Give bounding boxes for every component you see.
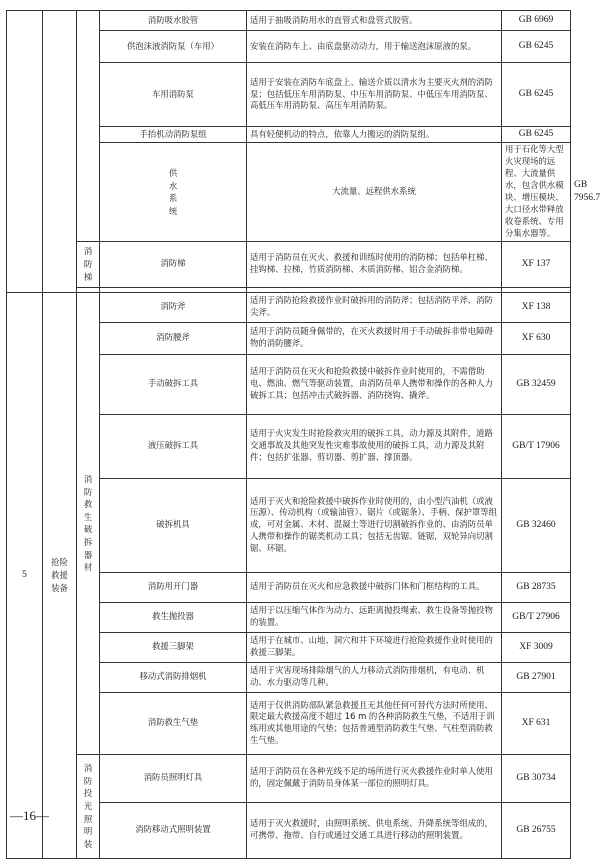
equipment-description: 适用于灾害现场排除烟气的人力移动式消防排烟机，有电动、机动、水力驱动等几种。 <box>247 662 502 692</box>
equipment-name: 供泡沫液消防泵（车用） <box>100 31 247 63</box>
equipment-name: 消防梯 <box>100 241 247 287</box>
standard-code: XF 138 <box>502 292 571 322</box>
standard-code: GB 6245 <box>502 127 571 143</box>
equipment-description: 适用于安装在消防车底盘上、输送介质以清水为主要灭火剂的消防泵；包括低压车用消防泵、中压车用消防泵、中低压车用消防泵、高低压车用消防泵、高压车用消防泵。 <box>247 63 502 127</box>
equipment-description: 适用于消防员随身佩带的，在灭火救援时用于手动破拆非带电障碍物的消防腰斧。 <box>247 322 502 354</box>
equipment-name: 破拆机具 <box>100 478 247 572</box>
equipment-description: 适用于消防员在灭火和抢险救援中破拆作业时使用的，不需借助电、燃油、燃气等驱动装置，由消防员单人携带和操作的各种人力破拆工具；包括冲击式破拆器、消防挠钩、撬斧。 <box>247 354 502 414</box>
table-row: 供水系统 大流量、远程供水系统 用于石化等大型火灾现场的远程、大流量供水，包含供水模块、增压模块、大口径水带释放收卷系统、专用分集水器等。 GB 7956.7 <box>7 143 571 241</box>
standard-code: GB 6245 <box>502 31 571 63</box>
equipment-name: 移动式消防排烟机 <box>100 662 247 692</box>
group-lighting: 消防投光照明装 <box>77 754 100 858</box>
equipment-description: 适用于消防员在各种光线不足的场所进行灭火救援作业时单人使用的，固定佩戴于消防员身体某一部位的照明灯具。 <box>247 754 502 802</box>
page-number: —16— <box>10 808 49 823</box>
table-row <box>7 754 571 802</box>
equipment-name: 手抬机动消防泵组 <box>100 127 247 143</box>
standard-code: GB 6969 <box>502 11 571 31</box>
table-row <box>7 241 571 287</box>
equipment-name: 消防员照明灯具 <box>100 754 247 802</box>
equipment-name: 救生抛投器 <box>100 602 247 632</box>
standard-code: GB 6245 <box>502 63 571 127</box>
equipment-description: 安装在消防车上、由底盘驱动动力，用于输送泡沫原液的泵。 <box>247 31 502 63</box>
category-label: 抢险救援装备 <box>43 292 77 858</box>
equipment-description: 适用于消防员在灭火和应急救援中破拆门体和门框结构的工具。 <box>247 572 502 602</box>
standard-code: XF 630 <box>502 322 571 354</box>
standard-code: GB 27901 <box>502 662 571 692</box>
standard-code: XF 3009 <box>502 632 571 662</box>
equipment-description: 用于石化等大型火灾现场的远程、大流量供水，包含供水模块、增压模块、大口径水带释放收卷系统、专用分集水器等。 <box>502 143 571 241</box>
standard-code: GB 26755 <box>502 802 571 858</box>
equipment-description: 适用于以压缩气体作为动力、远距离抛投绳索、救生设备等抛投物的装置。 <box>247 602 502 632</box>
equipment-description: 适用于灭火救援时，由照明系统、供电系统、升降系统等组成的，可携带、拖带、自行或通过交通工具进行移动的照明装置。 <box>247 802 502 858</box>
standard-code: GB 30734 <box>502 754 571 802</box>
equipment-name: 消防腰斧 <box>100 322 247 354</box>
equipment-description: 适用于火灾发生时抢险救灾用的破拆工具，动力源及其附件，道路交通事故及其他突发性灾难事故使用的破拆工具，动力源及其附件；包括扩张器、剪切器、剪扩器、撑顶器。 <box>247 414 502 478</box>
group-breaking: 消防救生破拆器材 <box>77 292 100 754</box>
equipment-name: 大流量、远程供水系统 <box>247 143 502 241</box>
equipment-description: 具有轻便机动的特点，依靠人力搬运的消防泵组。 <box>247 127 502 143</box>
equipment-description: 适用于消防抢险救援作业时破拆用的消防斧；包括消防平斧、消防尖斧。 <box>247 292 502 322</box>
row-number: 5 <box>7 292 43 858</box>
equipment-name: 消防用开门器 <box>100 572 247 602</box>
standard-code: GB 32459 <box>502 354 571 414</box>
equipment-description: 适用于消防员在灭火、救援和训练时使用的消防梯；包括单杠梯、挂钩梯、拉梯，竹质消防梯、木质消防梯、铝合金消防梯。 <box>247 241 502 287</box>
standard-code: GB/T 17906 <box>502 414 571 478</box>
standard-code: XF 631 <box>502 692 571 754</box>
standard-code: GB 32460 <box>502 478 571 572</box>
group-ladder: 消防梯 <box>77 241 100 287</box>
equipment-description: 适用于灭火和抢险救援中破拆作业时使用的，由小型汽油机（或液压源）、传动机构（或输油管）、锯片（或锯条）、手柄、保护罩等组成，可对金属、木材、混凝土等进行切割破拆作业的、由消防员单人携带和操作的锯类机动工具；包括无齿锯、链锯，双轮异向切割锯、环锯。 <box>247 478 502 572</box>
equipment-name: 消防救生气垫 <box>100 692 247 754</box>
group-water-supply: 供水系统 <box>100 143 247 241</box>
table-row <box>7 11 571 31</box>
equipment-name: 手动破拆工具 <box>100 354 247 414</box>
standard-code: GB/T 27906 <box>502 602 571 632</box>
equipment-name: 车用消防泵 <box>100 63 247 127</box>
equipment-description: 适用于抽吸消防用水的直管式和盘管式胶管。 <box>247 11 502 31</box>
standard-code: XF 137 <box>502 241 571 287</box>
standard-code: GB 28735 <box>502 572 571 602</box>
equipment-standards-table <box>6 10 600 859</box>
equipment-name: 液压破拆工具 <box>100 414 247 478</box>
equipment-name: 救援三脚架 <box>100 632 247 662</box>
equipment-name: 消防斧 <box>100 292 247 322</box>
equipment-name: 消防移动式照明装置 <box>100 802 247 858</box>
equipment-description: 适用于仅供消防部队紧急救援且无其他任何可替代方法时所使用、限定最大救援高度不超过 16 m 的各种消防救生气垫，不适用于训练用或其他用途的气垫；包括普通型消防救生气垫、气柱型消防救生气垫。 <box>247 692 502 754</box>
equipment-description: 适用于在城市、山地、洞穴和井下环境进行抢险救援作业时使用的救援三脚架。 <box>247 632 502 662</box>
equipment-name: 消防吸水胶管 <box>100 11 247 31</box>
table-row <box>7 292 571 322</box>
